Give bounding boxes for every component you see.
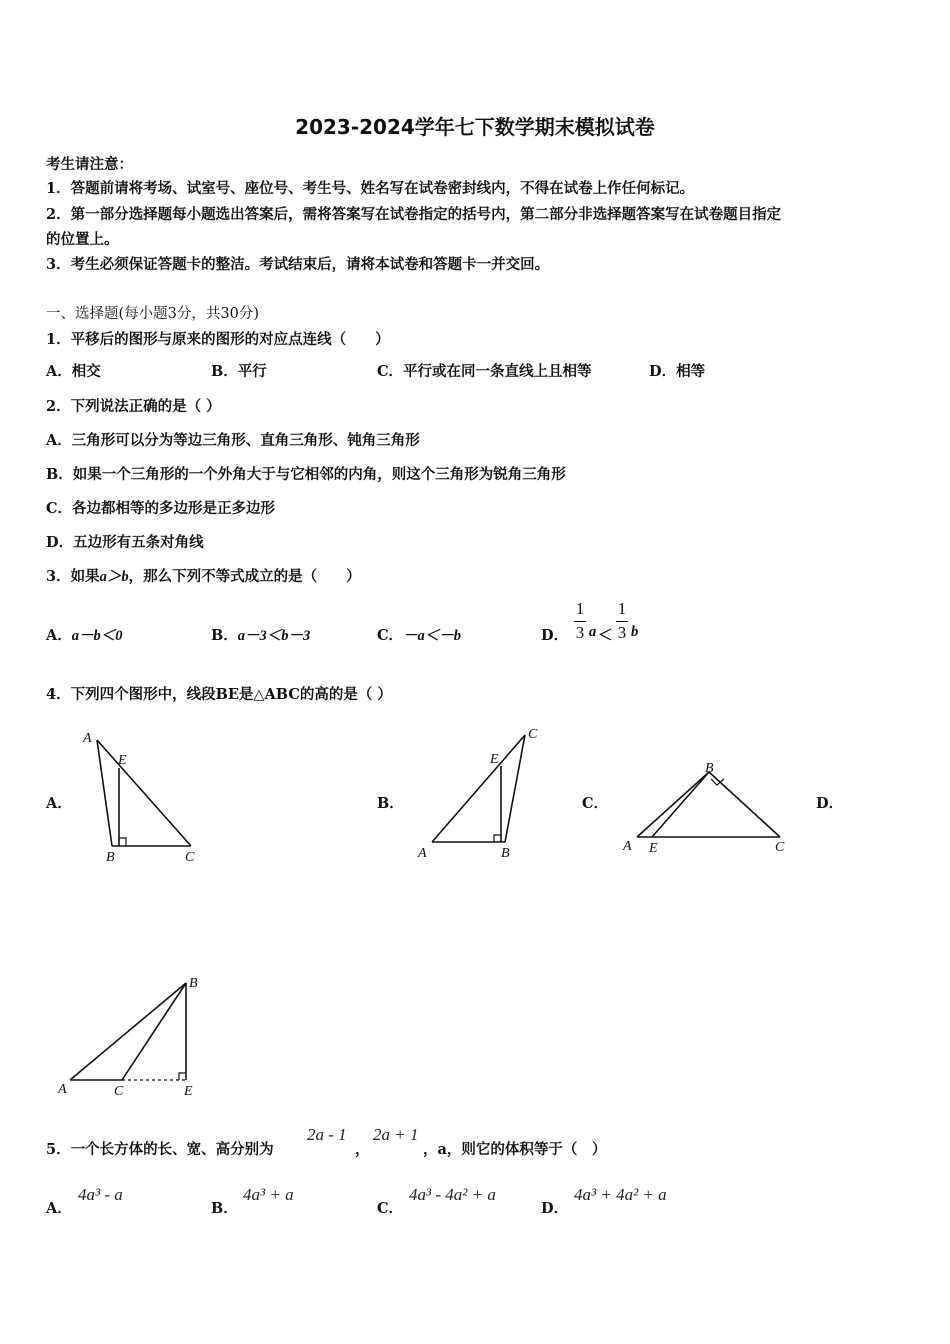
point-label-c: C xyxy=(775,840,785,855)
notice-heading: 考生请注意： xyxy=(46,156,133,173)
q3-d-b: b xyxy=(631,624,639,640)
point-label-e: E xyxy=(490,752,499,767)
q3-d-lt: ＜ xyxy=(598,627,613,644)
point-label-b: B xyxy=(189,976,198,991)
q5-option-b[interactable]: 4a³ + a xyxy=(243,1185,294,1204)
notice-item: 3．考生必须保证答题卡的整洁。考试结束后，请将本试卷和答题卡一并交回。 xyxy=(46,256,550,273)
q4-figure-b[interactable] xyxy=(410,720,560,865)
point-label-b: B xyxy=(705,761,714,776)
q5-width-expression: 2a + 1 xyxy=(373,1125,419,1144)
section-heading: 一、选择题(每小题3分，共30分) xyxy=(46,306,259,322)
q5-option-d[interactable]: 4a³ + 4a² + a xyxy=(574,1185,667,1204)
q4-option-c-label[interactable]: C． xyxy=(582,795,609,812)
q3-option-c[interactable]: C．－a＜－b xyxy=(377,627,462,644)
point-label-a: A xyxy=(83,731,92,746)
q5-option-b-label[interactable]: B． xyxy=(211,1200,238,1217)
q5-comma: ， xyxy=(355,1141,370,1158)
q5-option-a-label[interactable]: A． xyxy=(46,1200,72,1217)
q3-stem-math: a＞b xyxy=(99,569,129,585)
q1-option-b[interactable]: B．平行 xyxy=(211,363,267,380)
point-label-e: E xyxy=(649,841,658,856)
question-3-stem xyxy=(46,565,361,586)
point-label-a: A xyxy=(623,839,632,854)
q4-option-a-label[interactable]: A． xyxy=(46,795,72,812)
q4-figure-c[interactable] xyxy=(615,755,800,860)
point-label-e: E xyxy=(184,1084,193,1099)
q4-figure-a[interactable] xyxy=(70,722,220,867)
q3-option-d-label[interactable]: D． xyxy=(541,627,569,644)
q2-option-a[interactable]: A．三角形可以分为等边三角形、直角三角形、钝角三角形 xyxy=(46,432,420,449)
q2-option-b[interactable]: B．如果一个三角形的一个外角大于与它相邻的内角，则这个三角形为锐角三角形 xyxy=(46,466,566,483)
page-title: 2023-2024学年七下数学期末模拟试卷 xyxy=(295,115,655,139)
point-label-a: A xyxy=(58,1082,67,1097)
q1-option-d[interactable]: D．相等 xyxy=(649,363,706,380)
question-4-stem: 4．下列四个图形中，线段BE是△ABC的高的是（ ） xyxy=(46,686,392,703)
q5-option-a[interactable]: 4a³ - a xyxy=(78,1185,123,1204)
q2-option-d[interactable]: D．五边形有五条对角线 xyxy=(46,534,204,551)
notice-item: 1．答题前请将考场、试室号、座位号、考生号、姓名写在试卷密封线内，不得在试卷上作任何标记。 xyxy=(46,180,695,197)
point-label-a: A xyxy=(418,846,427,861)
point-label-b: B xyxy=(501,846,510,861)
q5-option-c[interactable]: 4a³ - 4a² + a xyxy=(409,1185,496,1204)
q3-option-a[interactable]: A．a－b＜0 xyxy=(46,627,123,644)
q4-option-d-label[interactable]: D． xyxy=(816,795,844,812)
fraction-bar xyxy=(616,621,628,622)
point-label-e: E xyxy=(118,753,127,768)
q3-stem-prefix: 3．如果 xyxy=(46,568,100,585)
q3-option-b[interactable]: B．a－3＜b－3 xyxy=(211,627,311,644)
fraction-numerator: 1 xyxy=(575,599,585,618)
q5-option-c-label[interactable]: C． xyxy=(377,1200,404,1217)
q5-length-expression: 2a - 1 xyxy=(307,1125,347,1144)
point-label-c: C xyxy=(185,850,195,865)
q2-option-c[interactable]: C．各边都相等的多边形是正多边形 xyxy=(46,500,276,517)
point-label-c: C xyxy=(114,1084,124,1099)
point-label-c: C xyxy=(528,727,538,742)
q1-option-c[interactable]: C．平行或在同一条直线上且相等 xyxy=(377,363,592,380)
question-5-stem-prefix: 5．一个长方体的长、宽、高分别为 xyxy=(46,1141,274,1158)
notice-item: 的位置上。 xyxy=(46,231,119,248)
notice-item: 2．第一部分选择题每小题选出答案后，需将答案写在试卷指定的括号内，第二部分非选择题答案写在试卷题目指定 xyxy=(46,206,782,223)
fraction-numerator: 1 xyxy=(617,599,627,618)
question-5-stem-suffix: ，a，则它的体积等于（ ） xyxy=(423,1141,607,1158)
point-label-b: B xyxy=(106,850,115,865)
question-2-stem: 2．下列说法正确的是（ ） xyxy=(46,398,221,415)
q4-figure-d[interactable] xyxy=(50,968,220,1103)
q3-d-a: a xyxy=(589,624,597,640)
q4-option-b-label[interactable]: B． xyxy=(377,795,404,812)
question-1-stem: 1．平移后的图形与原来的图形的对应点连线（ ） xyxy=(46,331,390,348)
fraction-denominator: 3 xyxy=(617,623,627,642)
q1-option-a[interactable]: A．相交 xyxy=(46,363,101,380)
q5-option-d-label[interactable]: D． xyxy=(541,1200,569,1217)
fraction-denominator: 3 xyxy=(575,623,585,642)
q3-stem-suffix: ，那么下列不等式成立的是（ ） xyxy=(128,568,361,585)
fraction-bar xyxy=(574,621,586,622)
